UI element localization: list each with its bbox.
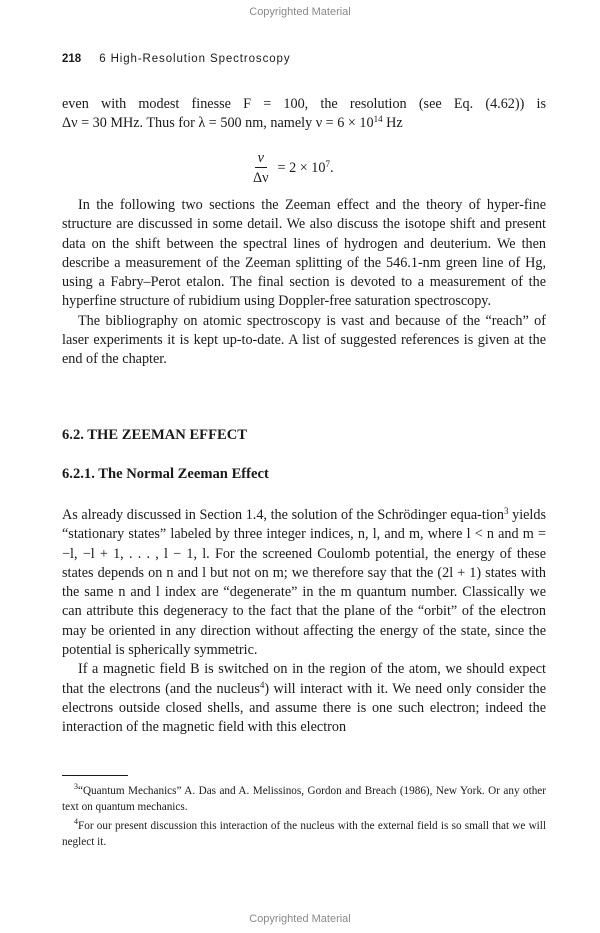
zeeman-text: [62, 506, 546, 738]
running-title: 6 High-Resolution Spectroscopy: [99, 53, 291, 65]
footnote-4-mark: 4: [74, 817, 78, 826]
running-header: [62, 53, 552, 65]
footnote-3: [62, 783, 546, 815]
footnotes: [62, 783, 546, 850]
p3-text-b: yields “stationary states” labeled by three integer indices, n, l, and m, where l < n and m = −l, −l + 1, . . . , l − 1, l. For the screened Coulomb potential, the energy of these states depends on n and l but not on m; we therefore say that the (2l + 1) states with the same n and l index are “degenerate” in the m quantum number. Classically we can attribute this degeneracy to the fact that the plane of the “orbit” of the electron may be oriented in any direction without affecting the energy of the state, since the potential is spherically symmetric.: [62, 507, 546, 659]
section-heading: 6.2. THE ZEEMAN EFFECT: [62, 427, 248, 443]
intro-line-1: even with modest finesse F = 100, the resolution (see Eq. (4.62)) is: [62, 96, 546, 112]
footnote-3-text: “Quantum Mechanics” A. Das and A. Melissinos, Gordon and Breach (1986), New York. Or any other text on quantum mechanics.: [62, 785, 546, 813]
intro-line-2: [62, 114, 546, 133]
copyright-watermark-bottom: Copyrighted Material: [249, 913, 351, 925]
intro-exponent: 14: [373, 114, 383, 125]
intro-line-2-tail: Hz: [382, 115, 403, 132]
equation-numerator: ν: [255, 150, 267, 168]
intro-text: [62, 95, 546, 134]
subsection-heading: 6.2.1. The Normal Zeeman Effect: [62, 466, 269, 482]
equation-rhs-tail: .: [329, 159, 334, 176]
intro-line-2-text: Δν = 30 MHz. Thus for λ = 500 nm, namely ν = 6 × 10: [62, 115, 374, 132]
footnote-4: [62, 818, 546, 850]
equation-rhs-text: = 2 × 10: [277, 159, 326, 176]
copyright-watermark-top: Copyrighted Material: [249, 6, 351, 18]
page-number: 218: [62, 53, 82, 65]
p3-text-a: As already discussed in Section 1.4, the solution of the Schrödinger equa‑tion: [62, 507, 504, 523]
overview-paragraphs: [62, 196, 546, 370]
footnote-ref-3[interactable]: 3: [503, 506, 509, 516]
p4-text-b: ) will interact with it. We need only consider the electrons outside closed shells, and assume there is one such electron; indeed the interaction of the magnetic field with this electron: [62, 680, 546, 736]
equation-resolving-power: [250, 146, 334, 190]
p4-text-a: If a magnetic field B is switched on in the region of the atom, we should expect that the electrons (and the nucleus: [62, 661, 546, 697]
footnote-ref-4[interactable]: 4: [259, 679, 265, 690]
footnote-3-mark: 3: [74, 782, 78, 791]
footnote-divider: [62, 775, 128, 776]
paragraph-stationary-states: [62, 506, 546, 660]
equation-denominator: Δν: [253, 169, 269, 186]
equation-fraction: [250, 150, 272, 187]
paragraph-magnetic-field: [62, 660, 546, 737]
equation-rhs: [278, 160, 334, 177]
footnote-4-text: For our present discussion this interaction of the nucleus with the external field is so small that we will neglect it.: [62, 820, 546, 848]
paragraph-bibliography: The bibliography on atomic spectroscopy is vast and because of the “reach” of laser experiments it is kept up-to-date. A list of suggested references is given at the end of the chapter.: [62, 312, 546, 368]
paragraph-overview: In the following two sections the Zeeman effect and the theory of hyper‑fine structure are discussed in some detail. We also discuss the isotope shift and present data on the shift between the spectral lines of hydrogen and deuterium. We then describe a measurement of the Zeeman splitting of the 546.1-nm green line of Hg, using a Fabry–Perot etalon. The final section is devoted to a measurement of the hyperfine structure of rubidium using Doppler-free saturation spectroscopy.: [62, 197, 546, 310]
equation-rhs-exponent: 7: [325, 158, 330, 169]
